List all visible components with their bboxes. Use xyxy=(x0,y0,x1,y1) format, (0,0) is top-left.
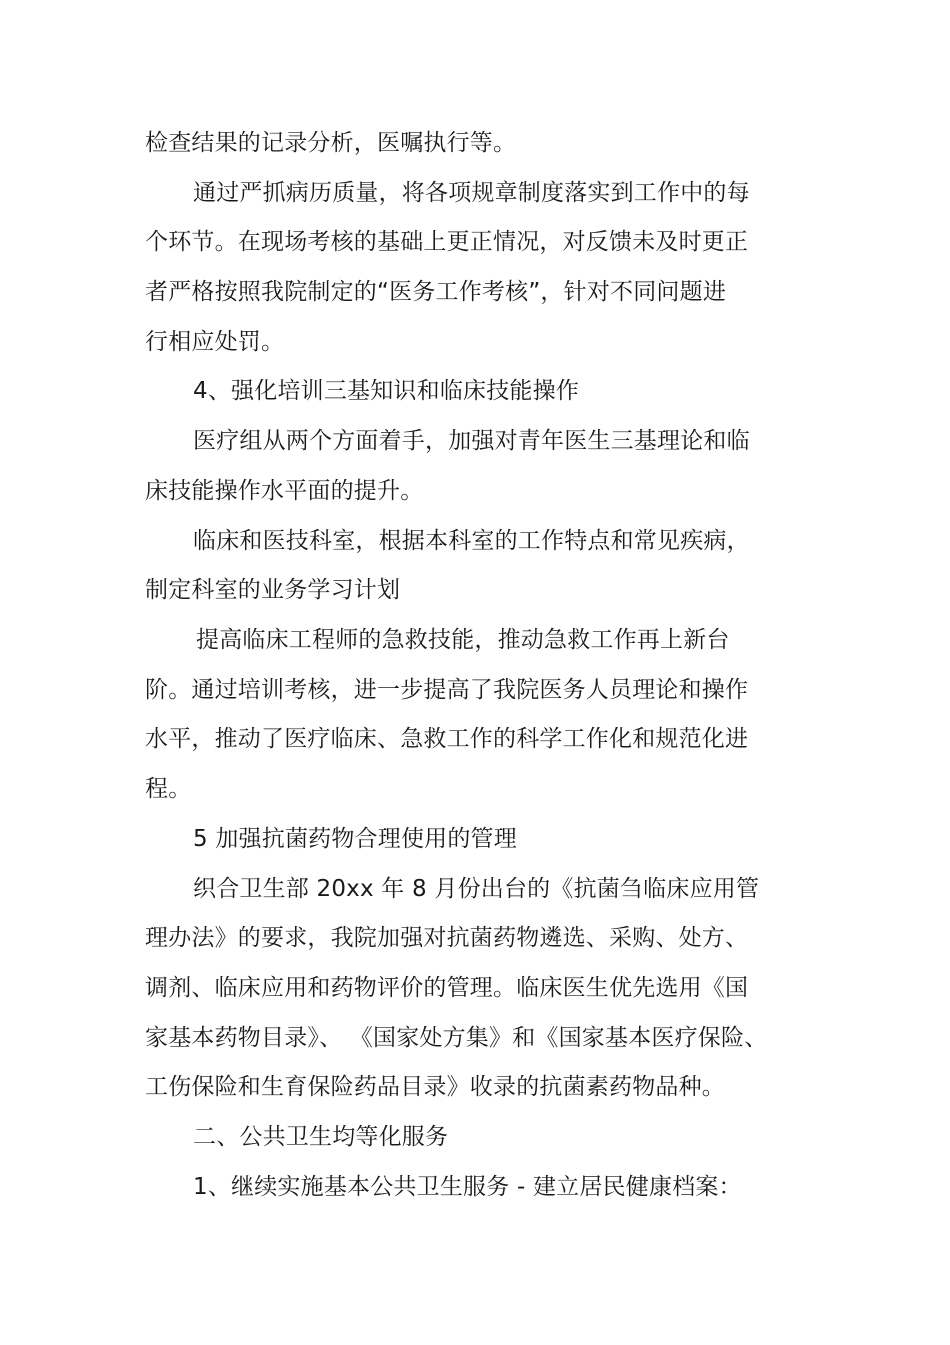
text-line: 阶。通过培训考核，进一步提高了我院医务人员理论和操作 xyxy=(145,677,749,703)
text-line: 调剂、临床应用和药物评价的管理。临床医生优先选用《国 xyxy=(145,975,749,1001)
paragraph-line: 临床和医技科室，根据本科室的工作特点和常见疾病， xyxy=(193,528,750,554)
text-line: 个环节。在现场考核的基础上更正情况，对反馈未及时更正 xyxy=(145,229,749,255)
text-line: 工伤保险和生育保险药品目录》收录的抗菌素药物品种。 xyxy=(145,1074,725,1100)
text-line: 家基本药物目录》、 《国家处方集》和《国家基本医疗保险、 xyxy=(145,1025,768,1051)
text-line: 床技能操作水平面的提升。 xyxy=(145,478,424,504)
text-line: 检查结果的记录分析，医嘱执行等。 xyxy=(145,130,517,156)
text-line: 者严格按照我院制定的“医务工作考核”，针对不同问题进 xyxy=(145,279,727,305)
text-line: 程。 xyxy=(145,776,192,802)
section-heading: 4、强化培训三基知识和临床技能操作 xyxy=(193,378,580,404)
text-line: 理办法》的要求，我院加强对抗菌药物遴选、采购、处方、 xyxy=(145,925,749,951)
paragraph-line: 医疗组从两个方面着手，加强对青年医生三基理论和临 xyxy=(193,428,750,454)
paragraph-line: 通过严抓病历质量，将各项规章制度落实到工作中的每 xyxy=(193,180,750,206)
text-line: 制定科室的业务学习计划 xyxy=(145,577,401,603)
subsection-heading: 1、继续实施基本公共卫生服务 - 建立居民健康档案： xyxy=(193,1174,742,1200)
section-heading: 5 加强抗菌药物合理使用的管理 xyxy=(193,826,517,852)
paragraph-line: 织合卫生部 20xx 年 8 月份出台的《抗菌刍临床应用管 xyxy=(193,876,760,902)
text-line: 水平，推动了医疗临床、急救工作的科学工作化和规范化进 xyxy=(145,726,749,752)
text-line: 行相应处罚。 xyxy=(145,329,285,355)
paragraph-line: 提高临床工程师的急救技能，推动急救工作再上新台 xyxy=(196,627,730,653)
section-heading: 二、公共卫生均等化服务 xyxy=(193,1124,449,1150)
